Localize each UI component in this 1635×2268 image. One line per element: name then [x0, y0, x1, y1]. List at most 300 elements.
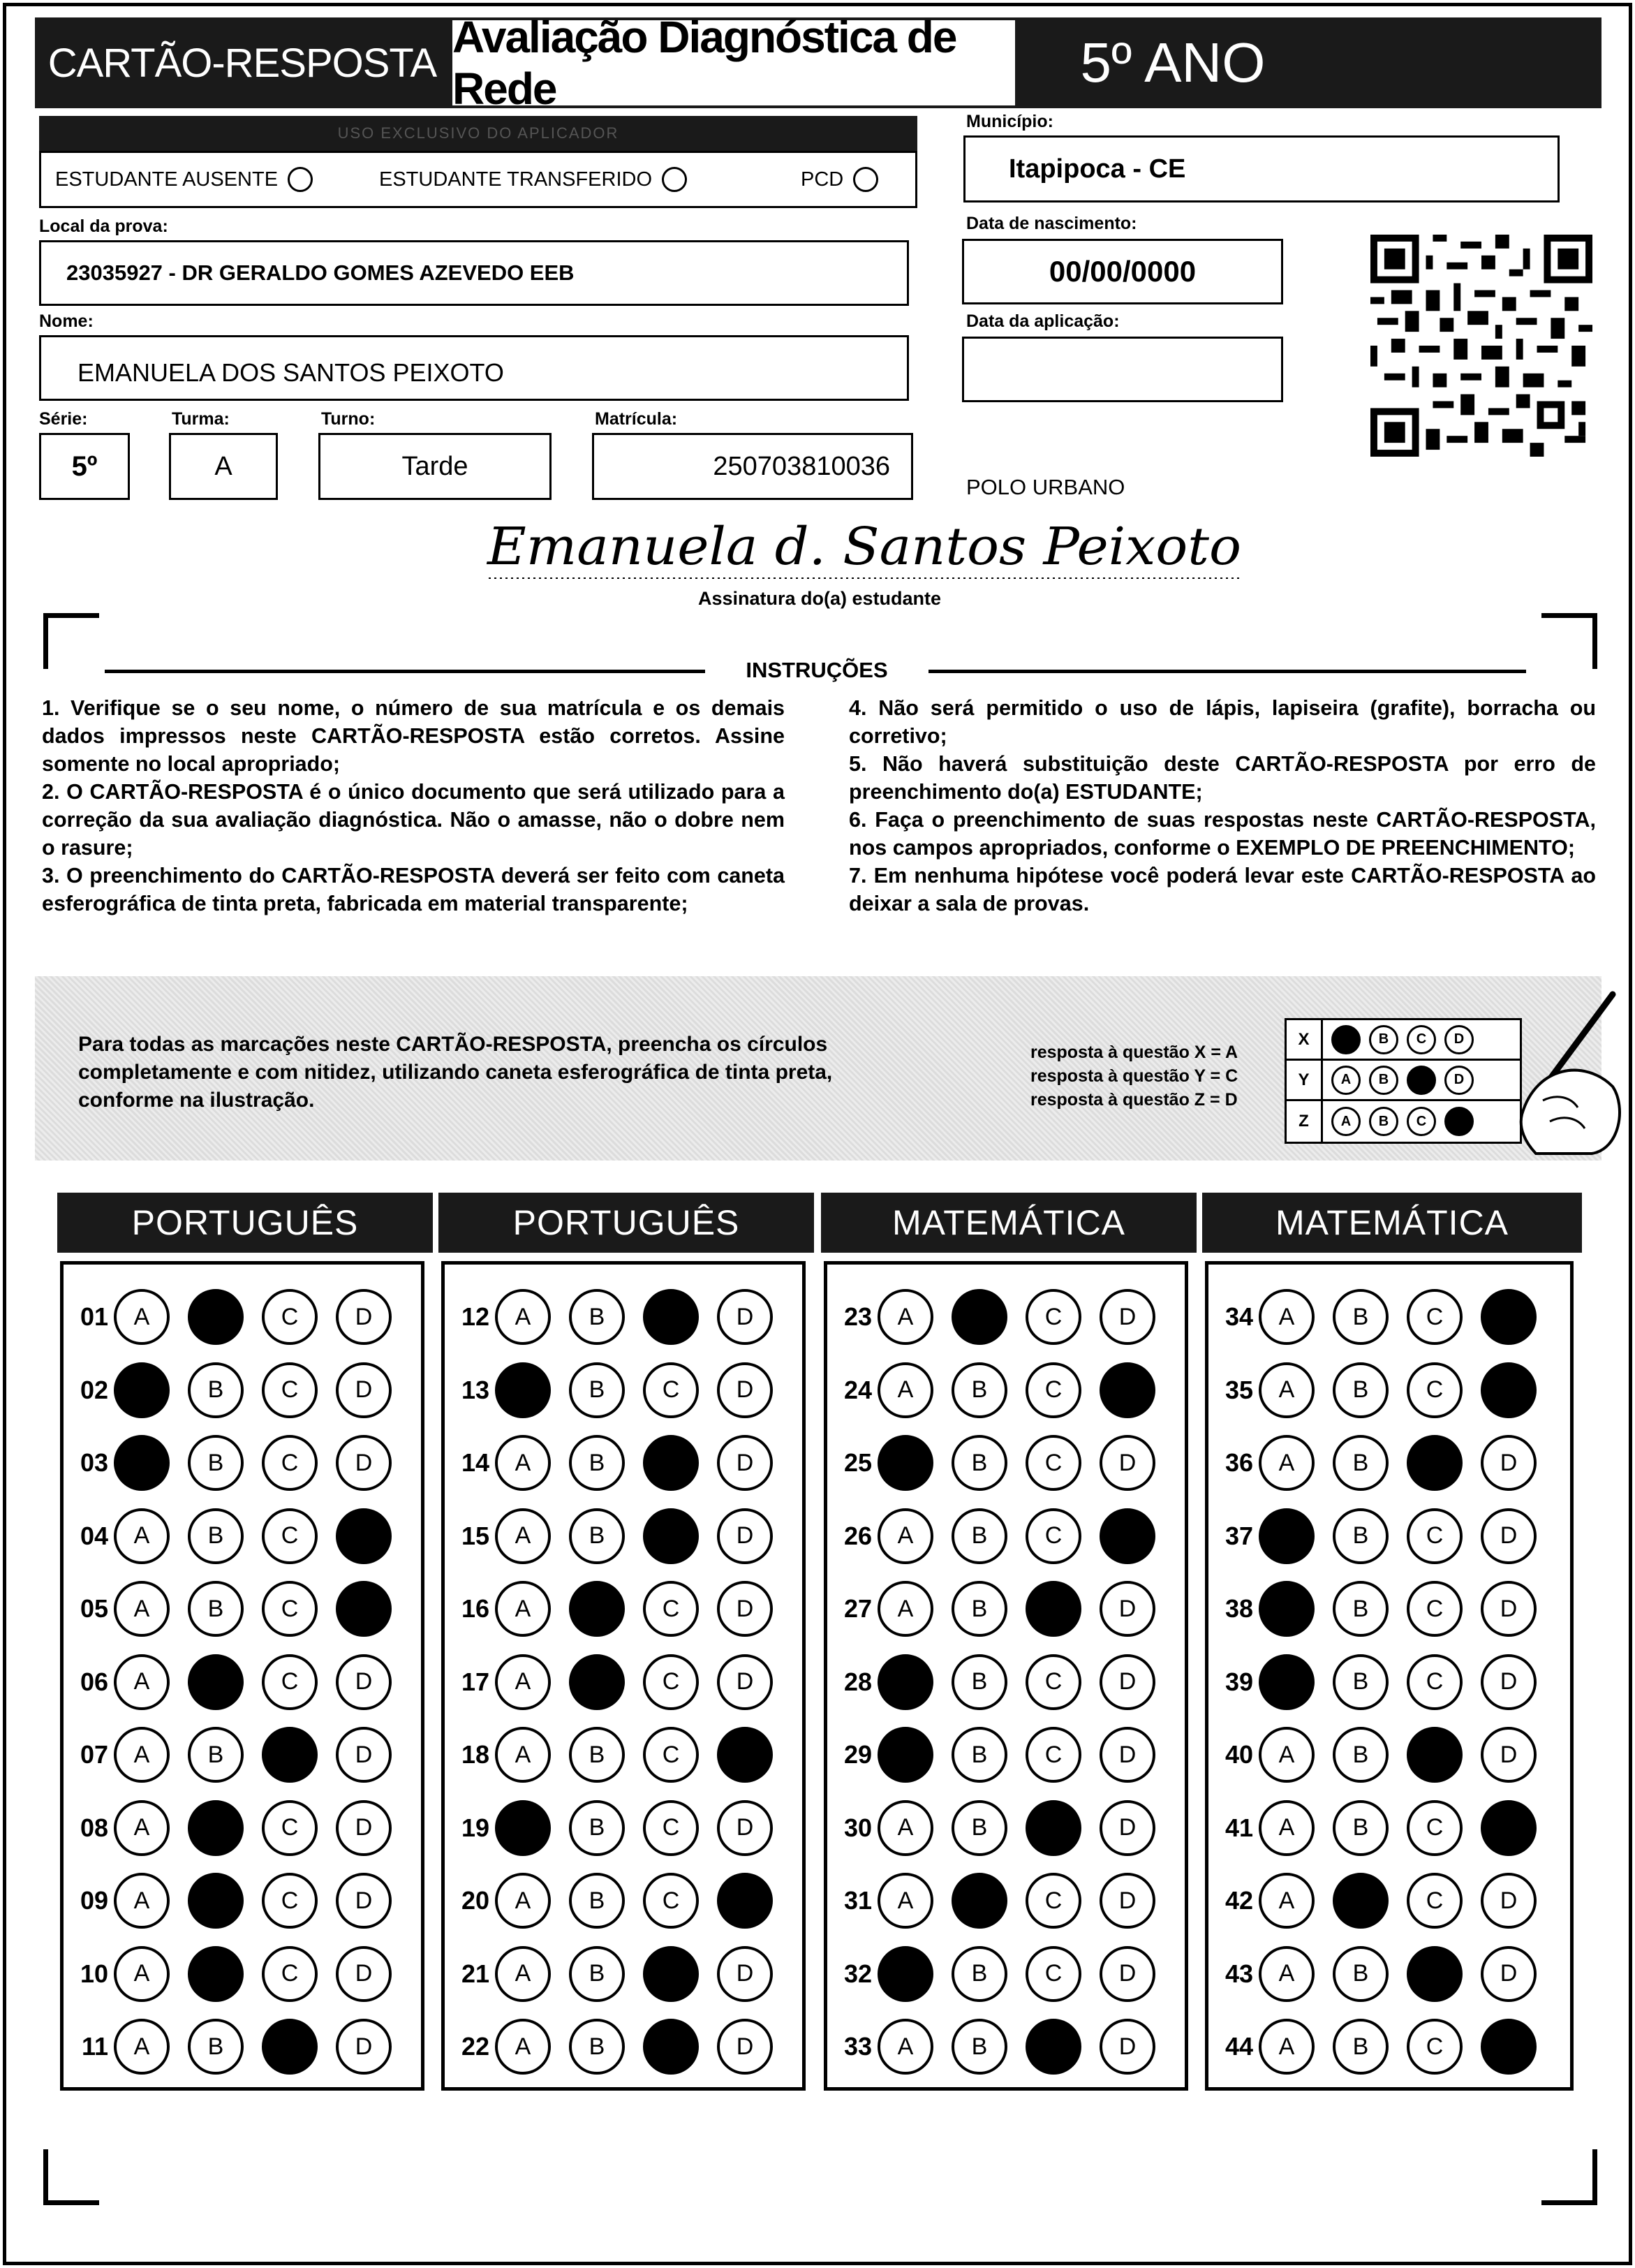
answer-bubble-d[interactable]: D [336, 1946, 392, 2002]
answer-bubble-d[interactable]: D [1100, 1289, 1155, 1345]
answer-bubble-d[interactable] [1100, 1508, 1155, 1564]
answer-bubble-b[interactable]: B [1333, 1946, 1389, 2002]
instruction-item: 5. Não haverá substituição deste CARTÃO-RESPOSTA por erro de preenchimento do(a) ESTUDANTE; [849, 752, 1596, 804]
question-row [64, 1797, 410, 1860]
status-transferred-label: ESTUDANTE TRANSFERIDO [379, 168, 653, 191]
question-row [64, 1577, 410, 1640]
answer-bubble-b[interactable]: B [952, 1581, 1007, 1637]
answer-bubble-c[interactable]: C [1026, 1508, 1081, 1564]
answer-bubble-c[interactable]: C [262, 1435, 318, 1491]
answer-bubble-d[interactable]: D [717, 1654, 773, 1710]
answer-bubble-d[interactable]: D [717, 1508, 773, 1564]
answer-bubble-a[interactable]: A [1259, 1435, 1315, 1491]
answer-bubble-d[interactable]: D [1100, 1946, 1155, 2002]
question-row [827, 1869, 1174, 1932]
legend-line: resposta à questão X = A [1030, 1043, 1238, 1062]
answer-bubble-a[interactable] [1259, 1508, 1315, 1564]
fill-example-bubble: A [1331, 1107, 1361, 1136]
question-row [1208, 1723, 1555, 1786]
serie-label: Série: [39, 409, 88, 429]
answer-bubble-c[interactable]: C [262, 1800, 318, 1856]
answer-bubble-a[interactable]: A [114, 1727, 170, 1783]
answer-bubble-d[interactable]: D [1481, 1873, 1537, 1929]
fill-example-row [1287, 1020, 1520, 1061]
answer-bubble-b[interactable] [188, 1289, 244, 1345]
answer-bubble-d[interactable]: D [1100, 1800, 1155, 1856]
question-row [64, 1651, 410, 1714]
answer-bubble-d[interactable]: D [1100, 1873, 1155, 1929]
answer-bubble-b[interactable] [569, 1654, 625, 1710]
fill-example-table [1285, 1018, 1522, 1144]
section-answer-grid [60, 1261, 424, 2091]
aplicacao-field [962, 337, 1283, 402]
fill-example-row [1287, 1061, 1520, 1101]
answer-bubble-a[interactable]: A [495, 1654, 551, 1710]
answer-bubble-c[interactable]: C [262, 1508, 318, 1564]
legend-line: resposta à questão Y = C [1030, 1066, 1238, 1086]
question-row [64, 1869, 410, 1932]
question-row [445, 1359, 791, 1422]
answer-bubble-c[interactable] [643, 1435, 699, 1491]
answer-bubble-b[interactable]: B [1333, 1654, 1389, 1710]
answer-bubble-b[interactable] [188, 1800, 244, 1856]
answer-bubble-d[interactable]: D [717, 1581, 773, 1637]
answer-bubble-c[interactable]: C [1407, 1581, 1463, 1637]
answer-bubble-a[interactable] [114, 1435, 170, 1491]
answer-bubble-b[interactable]: B [952, 1946, 1007, 2002]
answer-bubble-a[interactable]: A [878, 1289, 933, 1345]
question-number: 34 [1225, 1302, 1253, 1331]
answer-bubble-d[interactable] [336, 1508, 392, 1564]
question-row [445, 1577, 791, 1640]
question-row [445, 1505, 791, 1568]
answer-bubble-d[interactable]: D [336, 2019, 392, 2075]
fill-example-text: Para todas as marcações neste CARTÃO-RESPOSTA, preencha os círculos completamente e com nitidez, utilizando caneta esferográfica de tinta preta, conforme na ilustração. [78, 1033, 833, 1112]
answer-bubble-b[interactable]: B [569, 1946, 625, 2002]
answer-bubble-c[interactable]: C [1026, 1873, 1081, 1929]
question-row [445, 2015, 791, 2078]
answer-bubble-a[interactable]: A [1259, 1873, 1315, 1929]
question-row [445, 1723, 791, 1786]
answer-bubble-a[interactable]: A [878, 1800, 933, 1856]
question-row [827, 1359, 1174, 1422]
question-number: 41 [1225, 1813, 1253, 1842]
question-number: 33 [843, 2032, 872, 2061]
answer-bubble-a[interactable]: A [114, 1946, 170, 2002]
answer-bubble-a[interactable]: A [495, 1946, 551, 2002]
answer-bubble-a[interactable]: A [1259, 1727, 1315, 1783]
answer-bubble-c[interactable] [1026, 2019, 1081, 2075]
answer-bubble-d[interactable]: D [336, 1289, 392, 1345]
answer-bubble-b[interactable]: B [1333, 1727, 1389, 1783]
answer-bubble-d[interactable]: D [1481, 1508, 1537, 1564]
answer-bubble-a[interactable]: A [114, 2019, 170, 2075]
answer-bubble-b[interactable] [952, 1289, 1007, 1345]
answer-bubble-d[interactable]: D [336, 1654, 392, 1710]
status-pcd-label: PCD [801, 168, 844, 191]
answer-bubble-a[interactable] [495, 1362, 551, 1418]
answer-bubble-b[interactable]: B [569, 1435, 625, 1491]
answer-bubble-c[interactable]: C [262, 1946, 318, 2002]
section-answer-grid [441, 1261, 806, 2091]
question-row [445, 1797, 791, 1860]
question-row [64, 2015, 410, 2078]
answer-bubble-a[interactable]: A [495, 1435, 551, 1491]
answer-bubble-b[interactable] [569, 1581, 625, 1637]
answer-bubble-b[interactable]: B [1333, 1435, 1389, 1491]
local-label: Local da prova: [39, 216, 168, 236]
question-number: 08 [80, 1813, 108, 1842]
answer-bubble-b[interactable]: B [952, 1654, 1007, 1710]
question-number: 19 [461, 1813, 489, 1842]
answer-bubble-b[interactable]: B [1333, 1362, 1389, 1418]
answer-bubble-a[interactable]: A [1259, 1946, 1315, 2002]
answer-bubble-d[interactable]: D [717, 1800, 773, 1856]
status-absent-label: ESTUDANTE AUSENTE [55, 168, 279, 191]
answer-bubble-c[interactable] [262, 1727, 318, 1783]
question-number: 43 [1225, 1959, 1253, 1988]
answer-bubble-b[interactable]: B [569, 1508, 625, 1564]
answer-bubble-a[interactable] [878, 1727, 933, 1783]
status-pcd[interactable] [801, 153, 878, 206]
answer-bubble-b[interactable]: B [1333, 1508, 1389, 1564]
answer-bubble-d[interactable]: D [1481, 1581, 1537, 1637]
section-answer-grid [824, 1261, 1188, 2091]
question-number: 16 [461, 1594, 489, 1623]
answer-bubble-c[interactable] [1407, 1435, 1463, 1491]
answer-bubble-c[interactable] [643, 2019, 699, 2075]
status-absent-radio[interactable] [288, 167, 313, 192]
answer-bubble-b[interactable]: B [952, 1727, 1007, 1783]
answer-bubble-a[interactable]: A [114, 1654, 170, 1710]
answer-bubble-a[interactable]: A [114, 1873, 170, 1929]
question-number: 09 [80, 1886, 108, 1915]
nascimento-field: 00/00/0000 [962, 239, 1283, 304]
answer-bubble-b[interactable]: B [188, 2019, 244, 2075]
status-transferred[interactable] [379, 153, 687, 206]
question-number: 15 [461, 1521, 489, 1550]
answer-bubble-a[interactable]: A [878, 1508, 933, 1564]
instructions-title: INSTRUÇÕES [746, 658, 888, 682]
answer-bubble-d[interactable] [1481, 1800, 1537, 1856]
answer-bubble-a[interactable]: A [114, 1508, 170, 1564]
question-row [827, 1577, 1174, 1640]
answer-bubble-d[interactable]: D [717, 1435, 773, 1491]
answer-bubble-c[interactable]: C [262, 1362, 318, 1418]
answer-bubble-d[interactable]: D [336, 1873, 392, 1929]
answer-bubble-c[interactable]: C [262, 1289, 318, 1345]
answer-bubble-d[interactable]: D [336, 1362, 392, 1418]
answer-bubble-a[interactable] [114, 1362, 170, 1418]
answer-bubble-d[interactable] [1481, 1362, 1537, 1418]
question-row [1208, 1869, 1555, 1932]
answer-bubble-d[interactable]: D [1481, 1727, 1537, 1783]
question-number: 35 [1225, 1375, 1253, 1404]
answer-bubble-d[interactable] [1481, 2019, 1537, 2075]
answer-bubble-d[interactable]: D [717, 1946, 773, 2002]
corner-mark-tr [1541, 613, 1597, 669]
answer-bubble-d[interactable]: D [336, 1435, 392, 1491]
question-row [1208, 1577, 1555, 1640]
question-number: 36 [1225, 1448, 1253, 1477]
answer-bubble-c[interactable]: C [262, 1654, 318, 1710]
answer-bubble-d[interactable] [1481, 1289, 1537, 1345]
answer-bubble-b[interactable] [188, 1946, 244, 2002]
answer-bubble-b[interactable]: B [1333, 1289, 1389, 1345]
answer-bubble-d[interactable]: D [1481, 1654, 1537, 1710]
fill-example-bubble [1444, 1107, 1474, 1136]
answer-bubble-d[interactable]: D [1100, 1435, 1155, 1491]
answer-bubble-b[interactable] [188, 1873, 244, 1929]
signature-text: Emanuela d. Santos Peixoto [485, 517, 1241, 577]
answer-bubble-a[interactable]: A [878, 2019, 933, 2075]
question-number: 13 [461, 1375, 489, 1404]
answer-bubble-b[interactable]: B [569, 1289, 625, 1345]
answer-bubble-c[interactable] [262, 2019, 318, 2075]
answer-bubble-c[interactable]: C [1026, 1654, 1081, 1710]
question-row [445, 1431, 791, 1494]
turma-field: A [169, 433, 278, 500]
answer-bubble-c[interactable] [1026, 1581, 1081, 1637]
answer-bubble-a[interactable]: A [1259, 1800, 1315, 1856]
question-number: 44 [1225, 2032, 1253, 2061]
question-number: 39 [1225, 1667, 1253, 1696]
answer-bubble-d[interactable]: D [1100, 1727, 1155, 1783]
answer-bubble-d[interactable] [336, 1581, 392, 1637]
answer-bubble-b[interactable] [188, 1654, 244, 1710]
municipio-field: Itapipoca - CE [963, 135, 1560, 202]
answer-bubble-b[interactable]: B [188, 1508, 244, 1564]
question-number: 38 [1225, 1594, 1253, 1623]
fill-example-bubble: B [1369, 1025, 1398, 1054]
answer-bubble-a[interactable] [878, 1435, 933, 1491]
answer-bubble-d[interactable]: D [336, 1800, 392, 1856]
question-row [1208, 1505, 1555, 1568]
question-number: 29 [843, 1740, 872, 1769]
answer-bubble-d[interactable]: D [717, 2019, 773, 2075]
answer-bubble-c[interactable]: C [1407, 1800, 1463, 1856]
answer-bubble-d[interactable]: D [1100, 1581, 1155, 1637]
answer-bubble-c[interactable]: C [643, 1581, 699, 1637]
answer-bubble-c[interactable]: C [1026, 1946, 1081, 2002]
answer-bubble-a[interactable]: A [495, 2019, 551, 2075]
legend-line: resposta à questão Z = D [1030, 1090, 1238, 1110]
question-number: 11 [81, 2032, 108, 2061]
answer-bubble-c[interactable]: C [1026, 1435, 1081, 1491]
answer-bubble-b[interactable]: B [1333, 1800, 1389, 1856]
answer-bubble-b[interactable]: B [188, 1727, 244, 1783]
answer-bubble-a[interactable]: A [114, 1800, 170, 1856]
answer-bubble-c[interactable]: C [643, 1727, 699, 1783]
question-number: 28 [843, 1667, 872, 1696]
answer-bubble-a[interactable]: A [495, 1581, 551, 1637]
status-transferred-radio[interactable] [662, 167, 687, 192]
answer-bubble-c[interactable]: C [1026, 1727, 1081, 1783]
fill-example-row-label: Y [1287, 1061, 1323, 1099]
question-number: 03 [80, 1448, 108, 1477]
answer-bubble-a[interactable]: A [495, 1727, 551, 1783]
answer-bubble-b[interactable]: B [1333, 1581, 1389, 1637]
answer-bubble-d[interactable] [1100, 1362, 1155, 1418]
header-grade: 5º ANO [1080, 31, 1266, 94]
status-absent[interactable] [55, 153, 313, 206]
answer-bubble-b[interactable]: B [952, 2019, 1007, 2075]
question-row [445, 1286, 791, 1348]
question-row [827, 1723, 1174, 1786]
answer-bubble-c[interactable]: C [1407, 1289, 1463, 1345]
question-number: 37 [1225, 1521, 1253, 1550]
fill-example-bubble [1407, 1066, 1436, 1095]
answer-bubble-a[interactable]: A [114, 1289, 170, 1345]
question-number: 07 [80, 1740, 108, 1769]
question-number: 17 [461, 1667, 489, 1696]
answer-bubble-b[interactable]: B [569, 1873, 625, 1929]
question-number: 10 [80, 1959, 108, 1988]
answer-bubble-a[interactable]: A [495, 1289, 551, 1345]
fill-example-bubble: D [1444, 1025, 1474, 1054]
answer-bubble-a[interactable]: A [878, 1362, 933, 1418]
question-row [827, 1651, 1174, 1714]
answer-bubble-d[interactable] [717, 1727, 773, 1783]
answer-bubble-d[interactable]: D [1481, 1435, 1537, 1491]
answer-bubble-a[interactable]: A [1259, 1289, 1315, 1345]
turno-field: Tarde [318, 433, 552, 500]
answer-bubble-c[interactable] [1026, 1800, 1081, 1856]
question-number: 23 [843, 1302, 872, 1331]
question-number: 22 [461, 2032, 489, 2061]
question-row [445, 1651, 791, 1714]
answer-bubble-a[interactable]: A [495, 1508, 551, 1564]
answer-bubble-a[interactable] [878, 1654, 933, 1710]
answer-bubble-c[interactable]: C [643, 1362, 699, 1418]
question-number: 24 [843, 1375, 872, 1404]
answer-bubble-b[interactable] [1333, 1873, 1389, 1929]
serie-field: 5º [39, 433, 130, 500]
fill-example-bubble [1331, 1025, 1361, 1054]
answer-bubble-c[interactable]: C [1407, 1654, 1463, 1710]
answer-bubble-b[interactable]: B [952, 1800, 1007, 1856]
status-pcd-radio[interactable] [853, 167, 878, 192]
answer-bubble-d[interactable]: D [1100, 1654, 1155, 1710]
answer-bubble-c[interactable] [1407, 1946, 1463, 2002]
answer-bubble-c[interactable] [643, 1946, 699, 2002]
question-row [1208, 2015, 1555, 2078]
question-number: 04 [80, 1521, 108, 1550]
fill-example-bubble: B [1369, 1066, 1398, 1095]
answer-bubble-c[interactable] [643, 1289, 699, 1345]
answer-bubble-c[interactable]: C [1407, 1508, 1463, 1564]
answer-bubble-c[interactable]: C [1026, 1289, 1081, 1345]
answer-bubble-b[interactable]: B [569, 1727, 625, 1783]
answer-bubble-b[interactable]: B [952, 1362, 1007, 1418]
section-title: PORTUGUÊS [57, 1193, 433, 1253]
answer-bubble-a[interactable] [1259, 1654, 1315, 1710]
answer-bubble-c[interactable]: C [1407, 1362, 1463, 1418]
answer-bubble-a[interactable]: A [114, 1581, 170, 1637]
answer-bubble-d[interactable]: D [1481, 1946, 1537, 2002]
answer-bubble-a[interactable]: A [878, 1873, 933, 1929]
corner-mark-tl [43, 613, 99, 669]
answer-bubble-a[interactable] [878, 1946, 933, 2002]
answer-bubble-b[interactable]: B [188, 1581, 244, 1637]
question-row [1208, 1797, 1555, 1860]
question-number: 06 [80, 1667, 108, 1696]
answer-bubble-b[interactable]: B [188, 1362, 244, 1418]
answer-bubble-d[interactable]: D [717, 1362, 773, 1418]
answer-bubble-c[interactable] [1407, 1727, 1463, 1783]
answer-bubble-d[interactable]: D [1100, 2019, 1155, 2075]
answer-bubble-b[interactable]: B [569, 2019, 625, 2075]
nome-field: EMANUELA DOS SANTOS PEIXOTO [39, 335, 909, 401]
question-row [64, 1431, 410, 1494]
question-row [827, 1797, 1174, 1860]
instruction-item: 2. O CARTÃO-RESPOSTA é o único documento que será utilizado para a correção da sua avaliação diagnóstica. Não o amasse, não o dobre nem o rasure; [42, 780, 785, 860]
polo-label: POLO URBANO [966, 475, 1125, 499]
answer-bubble-b[interactable]: B [952, 1435, 1007, 1491]
section-title: MATEMÁTICA [1202, 1193, 1582, 1253]
answer-bubble-c[interactable]: C [262, 1581, 318, 1637]
answer-bubble-c[interactable]: C [1407, 1873, 1463, 1929]
instruction-item: 4. Não será permitido o uso de lápis, lapiseira (grafite), borracha ou corretivo; [849, 696, 1596, 748]
answer-bubble-c[interactable]: C [1407, 2019, 1463, 2075]
instruction-item: 1. Verifique se o seu nome, o número de sua matrícula e os demais dados impressos neste CARTÃO-RESPOSTA estão corretos. Assine somente no local apropriado; [42, 696, 785, 776]
question-number: 25 [843, 1448, 872, 1477]
answer-bubble-c[interactable]: C [262, 1873, 318, 1929]
question-number: 26 [843, 1521, 872, 1550]
answer-bubble-a[interactable] [495, 1800, 551, 1856]
answer-bubble-a[interactable]: A [1259, 2019, 1315, 2075]
signature-label: Assinatura do(a) estudante [698, 588, 942, 609]
question-number: 14 [461, 1448, 489, 1477]
answer-bubble-c[interactable]: C [1026, 1362, 1081, 1418]
answer-bubble-c[interactable]: C [643, 1873, 699, 1929]
fill-example-bubble: C [1407, 1025, 1436, 1054]
answer-bubble-b[interactable]: B [569, 1800, 625, 1856]
answer-bubble-b[interactable]: B [952, 1508, 1007, 1564]
corner-mark-br [1541, 2149, 1597, 2205]
fill-example-bubble: B [1369, 1107, 1398, 1136]
answer-bubble-d[interactable]: D [336, 1727, 392, 1783]
question-row [827, 1943, 1174, 2005]
answer-bubble-a[interactable]: A [878, 1581, 933, 1637]
answer-bubble-c[interactable]: C [643, 1800, 699, 1856]
answer-bubble-a[interactable]: A [1259, 1362, 1315, 1418]
answer-bubble-c[interactable] [643, 1508, 699, 1564]
answer-bubble-b[interactable]: B [188, 1435, 244, 1491]
question-row [827, 1431, 1174, 1494]
aplicacao-label: Data da aplicação: [966, 311, 1120, 331]
question-row [445, 1869, 791, 1932]
question-number: 31 [843, 1886, 872, 1915]
answer-bubble-a[interactable] [1259, 1581, 1315, 1637]
matricula-label: Matrícula: [595, 409, 678, 429]
question-row [1208, 1286, 1555, 1348]
answer-bubble-d[interactable] [717, 1873, 773, 1929]
nome-label: Nome: [39, 311, 94, 331]
answer-bubble-b[interactable]: B [569, 1362, 625, 1418]
question-row [64, 1286, 410, 1348]
question-row [445, 1943, 791, 2005]
answer-bubble-b[interactable]: B [1333, 2019, 1389, 2075]
answer-bubble-c[interactable]: C [643, 1654, 699, 1710]
section-answer-grid [1205, 1261, 1574, 2091]
question-row [1208, 1431, 1555, 1494]
answer-bubble-d[interactable]: D [717, 1289, 773, 1345]
answer-bubble-a[interactable]: A [495, 1873, 551, 1929]
answer-bubble-b[interactable] [952, 1873, 1007, 1929]
qr-code-icon [1370, 235, 1593, 457]
fill-example-bubble: C [1407, 1107, 1436, 1136]
